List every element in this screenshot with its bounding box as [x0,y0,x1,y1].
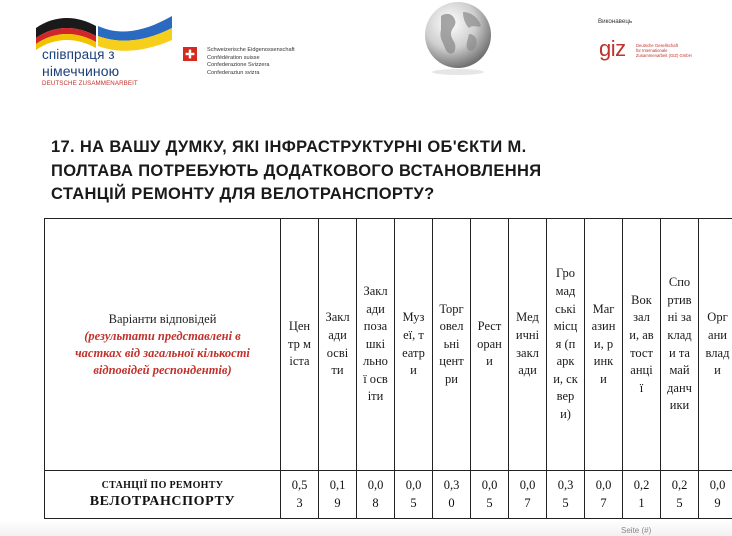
cooperation-logo-line1: співпраця з [42,47,115,62]
column-header: Торговельні центри [433,219,471,471]
question-title [51,136,671,207]
swiss-confederation-logo [183,47,333,87]
value-cell: 0,53 [281,471,319,519]
value-cell: 0,25 [661,471,699,519]
swiss-logo-text [207,47,295,77]
column-header: Заклади позашкільної освіти [357,219,395,471]
value-cell: 0,05 [471,471,509,519]
value-cell: 0,09 [699,471,732,519]
flag-ribbon-icon [34,10,174,52]
swiss-logo-line: Schweizerische Eidgenossenschaft [207,47,295,53]
column-header: Спортивні заклади та майданчики [661,219,699,471]
value-cell: 0,07 [509,471,547,519]
value-cell: 0,35 [547,471,585,519]
swiss-logo-line: Confederaziun svizra [207,69,260,76]
value-cell: 0,21 [623,471,661,519]
column-header: Громадські місця (парки, сквери) [547,219,585,471]
page-number: Seite (#) [621,526,652,535]
question-title-line: ПОЛТАВА ПОТРЕБУЮТЬ ДОДАТКОВОГО ВСТАНОВЛЕННЯ [51,161,542,180]
value-cell: 0,08 [357,471,395,519]
column-header: Центр міста [281,219,319,471]
cooperation-germany-logo [34,10,179,85]
column-header: Органи влади [699,219,732,471]
row-label-line1: СТАНЦІЇ ПО РЕМОНТУ [101,480,224,491]
swiss-logo-line: Confédération suisse [207,54,260,61]
column-header: Медичні заклади [509,219,547,471]
giz-description-line: Zusammenarbeit (GIZ) GmbH [636,53,692,59]
giz-mark: giz [599,36,626,61]
column-header: Вокзали, автостанції [623,219,661,471]
giz-description-line: Deutsche Gesellschaft [636,43,678,48]
question-title-line: СТАНЦІЙ РЕМОНТУ ДЛЯ ВЕЛОТРАНСПОРТУ? [51,185,435,203]
swiss-logo-line: Confederazione Svizzera [207,62,270,69]
row-label-cell [45,471,281,519]
options-note: (результати представлені в частках від загальної кількості відповідей респондентів) [75,328,250,377]
options-header: Варіанти відповідей [108,311,217,326]
options-header-cell [45,219,281,471]
column-header: Заклади освіти [319,219,357,471]
value-cell: 0,07 [585,471,623,519]
giz-description-line: für Internationale [636,48,668,54]
giz-description [636,43,692,59]
question-title-line: 17. НА ВАШУ ДУМКУ, ЯКІ ІНФРАСТРУКТУРНІ ОБ'ЄКТИ М. [51,138,527,156]
column-header: Магазини, ринки [585,219,623,471]
globe-icon [417,0,499,76]
cooperation-logo-line2: німеччиною [42,63,120,79]
cooperation-logo-line3: DEUTSCHE ZUSAMMENARBEIT [42,80,138,87]
value-cell: 0,19 [319,471,357,519]
value-cell: 0,30 [433,471,471,519]
results-table [44,218,732,519]
row-label-line2: ВЕЛОТРАНСПОРТУ [89,494,236,509]
value-cell: 0,05 [395,471,433,519]
giz-caption: Виконавець [598,18,633,25]
column-header: Музеї, театри [395,219,433,471]
column-header: Ресторани [471,219,509,471]
giz-logo [598,18,708,68]
swiss-cross-icon [183,47,197,61]
